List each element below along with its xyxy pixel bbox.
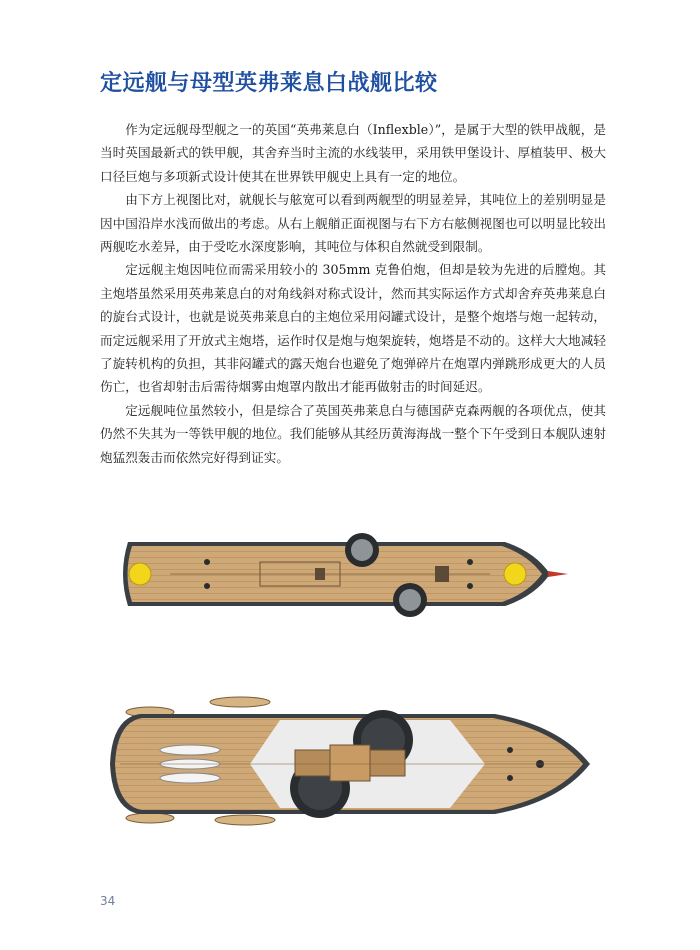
inflexible-top-view-illustration bbox=[100, 690, 595, 838]
paragraph-3: 定远舰主炮因吨位而需采用较小的 305mm 克鲁伯炮，但却是较为先进的后膛炮。其主炮塔虽然采用英弗莱息白的对角线斜对称式设计，然而其实际运作方式却舍弃英弗莱息白的旋台式设计，也就是说英弗莱息白的主炮位采用闷罐式设计，是整个炮塔与炮一起转动，而定远舰采用了开放式主炮塔，运作时仅是炮与炮架旋转，炮塔是不动的。这样大大地减轻了旋转机构的负担，其非闷罐式的露天炮台也避免了炮弹碎片在炮罩内弹跳形成更大的人员伤亡，也省却射击后需待烟雾由炮罩内散出才能再做射击的时间延迟。 bbox=[100, 262, 606, 395]
paragraph-4: 定远舰吨位虽然较小，但是综合了英国英弗莱息白与德国萨克森两舰的各项优点，使其仍然不失其为一等铁甲舰的地位。我们能够从其经历黄海海战一整个下午受到日本舰队速射炮猛烈轰击而依然完好得到证实。 bbox=[100, 402, 606, 465]
dingyuan-top-view-illustration bbox=[110, 522, 570, 626]
paragraph-1: 作为定远舰母型舰之一的英国“英弗莱息白（Inflexble）”，是属于大型的铁甲战舰，是当时英国最新式的铁甲舰，其舍弃当时主流的水线装甲，采用铁甲堡设计、厚植装甲、极大口径巨炮与多项新式设计使其在世界铁甲舰史上具有一定的地位。 bbox=[100, 122, 606, 184]
paragraph-2: 由下方上视图比对，就舰长与舷宽可以看到两舰型的明显差异，其吨位上的差别明显是因中国沿岸水浅而做出的考虑。从右上舰艏正面视图与右下方右舷侧视图也可以明显比较出两舰吃水差异，由于受吃水深度影响，其吨位与体积自然就受到限制。 bbox=[100, 192, 606, 255]
page-title: 定远舰与母型英弗莱息白战舰比较 bbox=[100, 71, 438, 96]
page-number: 34 bbox=[100, 894, 116, 908]
article-body bbox=[100, 118, 606, 469]
